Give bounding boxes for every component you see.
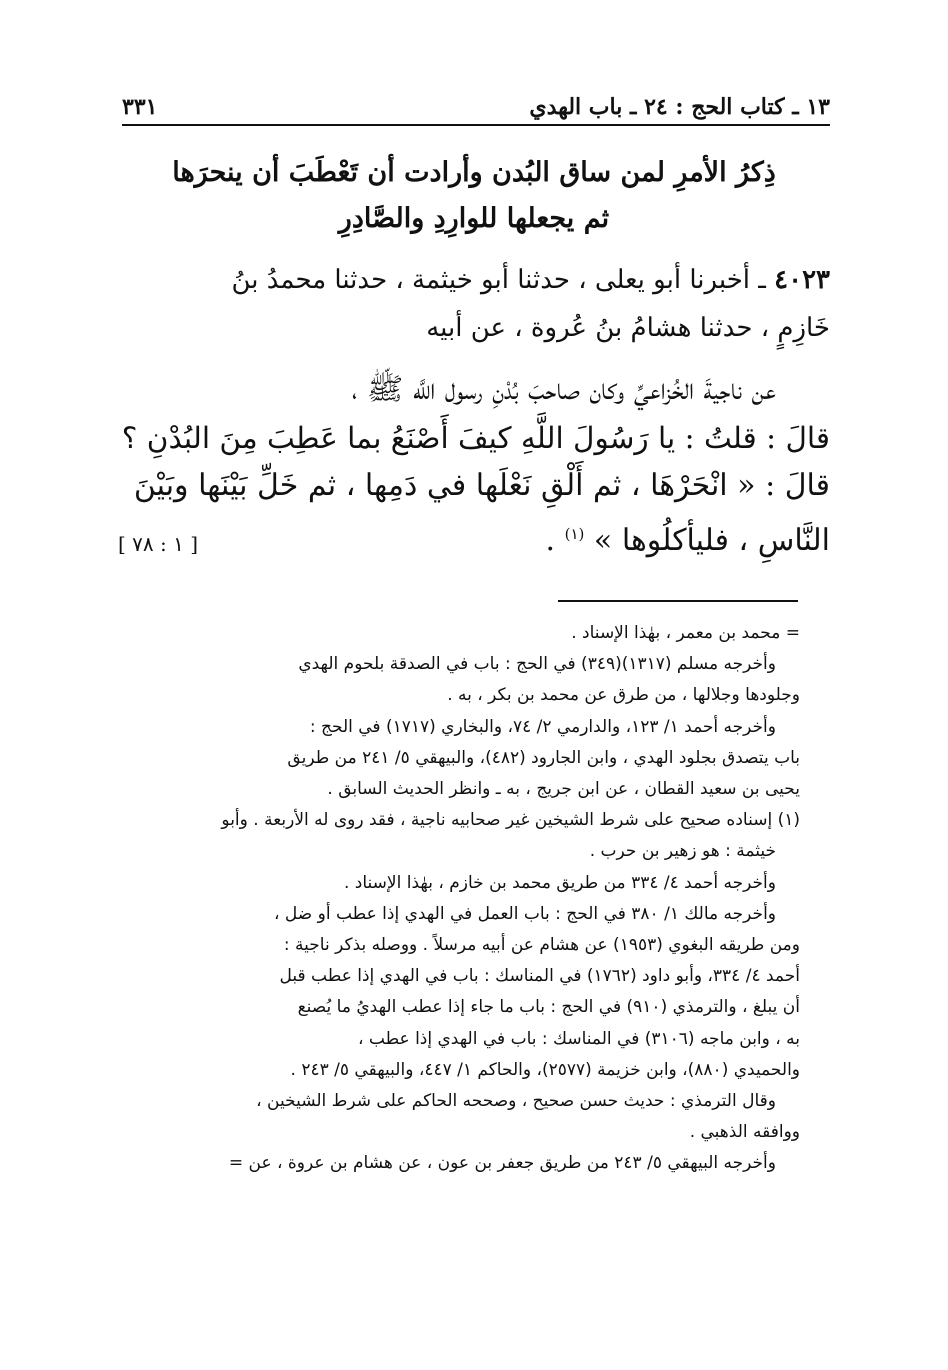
matn-line-3: قالَ : « انْحَرْهَا ، ثم أَلْقِ نَعْلَها في دَمِها ، ثم خَلِّ بَيْنَها وبَيْنَ bbox=[133, 468, 830, 503]
heading-line-2: ثم يجعلها للوارِدِ والصَّادِرِ bbox=[338, 203, 610, 234]
footnote-line: باب يتصدق بجلود الهدي ، وابن الجارود (٤٨٢)، والبيهقي ٥/ ٢٤١ من طريق bbox=[287, 747, 800, 768]
footnote-line: وقال الترمذي : حديث حسن صحيح ، وصححه الحاكم على شرط الشيخين ، bbox=[256, 1091, 776, 1112]
matn-line-2: قالَ : قلتُ : يا رَسُولَ اللَّهِ كيفَ أَصْنَعُ بما عَطِبَ مِنَ البُدْنِ ؟ bbox=[121, 421, 830, 455]
footnote-line: وجلودها وجلالها ، من طرق عن محمد بن بكر ، به . bbox=[447, 685, 800, 706]
footnote-line: ومن طريقه البغوي (١٩٥٣) عن هشام عن أبيه مرسلاً . ووصله بذكر ناجية : bbox=[283, 935, 800, 956]
section-heading bbox=[150, 150, 798, 242]
footnote-line: خيثمة : هو زهير بن حرب . bbox=[589, 841, 776, 862]
footnote-line: وأخرجه أحمد ٤/ ٣٣٤ من طريق محمد بن خازم ، بهٰذا الإسناد . bbox=[343, 872, 776, 893]
footnotes bbox=[122, 618, 800, 1180]
footnote-marker: (١) bbox=[564, 525, 585, 543]
matn-text-4: النَّاسِ ، فليأكلُوها » bbox=[593, 523, 830, 558]
isnad-line-1 bbox=[118, 256, 830, 304]
hadith-isnad bbox=[118, 256, 830, 352]
footnote-line: وأخرجه مسلم (١٣١٧)(٣٤٩) في الحج : باب في الصدقة بلحوم الهدي bbox=[298, 654, 776, 675]
footnote-line: والحميدي (٨٨٠)، وابن خزيمة (٢٥٧٧)، والحاكم ١/ ٤٤٧، والبيهقي ٥/ ٢٤٣ . bbox=[290, 1059, 800, 1080]
hadith-matn bbox=[118, 366, 830, 565]
hadith-number: ٤٠٢٣ bbox=[774, 265, 830, 295]
matn-line-4 bbox=[118, 510, 830, 565]
footnote-line: به ، وابن ماجه (٣١٠٦) في المناسك : باب في الهدي إذا عطب ، bbox=[358, 1028, 800, 1049]
source-reference: [ ١ : ٧٨ ] bbox=[118, 532, 199, 556]
footnote-line: وأخرجه مالك ١/ ٣٨٠ في الحج : باب العمل في الهدي إذا عطب أو ضل ، bbox=[274, 903, 776, 924]
isnad-text-1: ـ أخبرنا أبو يعلى ، حدثنا أبو خيثمة ، حدثنا محمدُ بنُ bbox=[231, 265, 775, 295]
chapter-title: ١٣ ـ كتاب الحج : ٢٤ ـ باب الهدي bbox=[529, 94, 830, 120]
isnad-line-2: خَازِمٍ ، حدثنا هشامُ بنُ عُروة ، عن أبيه bbox=[426, 313, 830, 343]
footnote-divider bbox=[558, 600, 798, 602]
footnote-line: وأخرجه أحمد ١/ ١٢٣، والدارمي ٢/ ٧٤، والبخاري (١٧١٧) في الحج : bbox=[309, 716, 776, 737]
matn-line-1: عن ناجيةَ الخُزاعيِّ وكان صاحبَ بُدْنِ رسول اللَّه ﷺ ، bbox=[351, 372, 776, 407]
page-number: ٣٣١ bbox=[122, 94, 158, 120]
footnote-line: (١) إسناده صحيح على شرط الشيخين غير صحابيه ناجية ، فقد روى له الأربعة . وأبو bbox=[221, 810, 800, 831]
footnote-line: وأخرجه البيهقي ٥/ ٢٤٣ من طريق جعفر بن عون ، عن هشام بن عروة ، عن = bbox=[228, 1153, 776, 1174]
footnote-line: = محمد بن معمر ، بهٰذا الإسناد . bbox=[571, 623, 800, 643]
heading-line-1: ذِكرُ الأمرِ لمن ساق البُدن وأرادت أن تَعْطَبَ أن ينحرَها bbox=[172, 157, 776, 188]
footnote-line: أن يبلغ ، والترمذي (٩١٠) في الحج : باب ما جاء إذا عطب الهديُ ما يُصنع bbox=[297, 997, 800, 1018]
footnote-line: يحيى بن سعيد القطان ، عن ابن جريج ، به ـ وانظر الحديث السابق . bbox=[327, 779, 800, 800]
footnote-line: أحمد ٤/ ٣٣٤، وأبو داود (١٧٦٢) في المناسك : باب في الهدي إذا عطب قبل bbox=[279, 966, 800, 987]
footnote-line: ووافقه الذهبي . bbox=[689, 1122, 800, 1143]
matn-end: . bbox=[545, 523, 565, 558]
running-head bbox=[122, 86, 830, 126]
